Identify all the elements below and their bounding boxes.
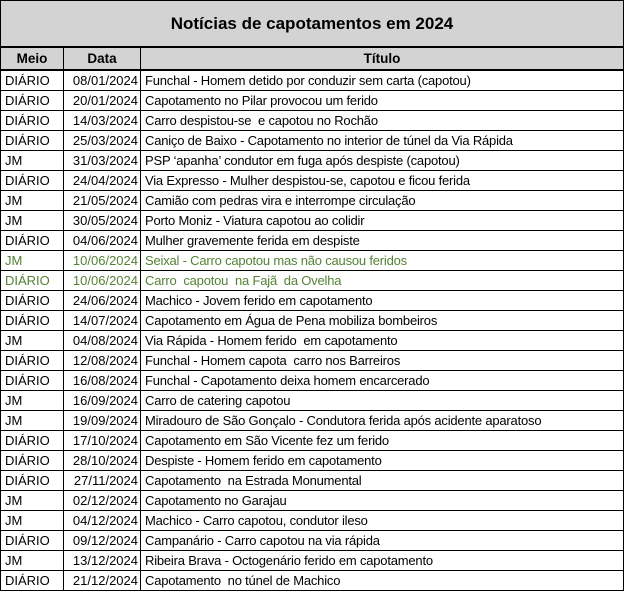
cell-titulo: Campanário - Carro capotou na via rápida [145,533,380,548]
table-row [1,491,623,511]
table-row [1,191,623,211]
table-row [1,331,623,351]
cell-meio: DIÁRIO [1,311,64,330]
cell-meio: JM [1,491,64,510]
table-row [1,251,623,271]
cell-titulo: PSP ‘apanha’ condutor em fuga após despiste (capotou) [145,153,460,168]
cell-meio: JM [1,411,64,430]
cell-data: 27/11/2024 [64,471,141,490]
cell-data: 21/05/2024 [64,191,141,210]
cell-data: 10/06/2024 [64,251,141,270]
cell-meio: JM [1,331,64,350]
table-row [1,551,623,571]
cell-data: 10/06/2024 [64,271,141,290]
cell-data: 14/07/2024 [64,311,141,330]
cell-data: 13/12/2024 [64,551,141,570]
table-row [1,351,623,371]
table-row [1,291,623,311]
cell-titulo: Mulher gravemente ferida em despiste [145,233,360,248]
cell-titulo: Capotamento em Água de Pena mobiliza bombeiros [145,313,438,328]
cell-meio: JM [1,251,64,270]
cell-meio: DIÁRIO [1,431,64,450]
cell-data: 02/12/2024 [64,491,141,510]
cell-data: 28/10/2024 [64,451,141,470]
cell-data: 12/08/2024 [64,351,141,370]
cell-data: 16/09/2024 [64,391,141,410]
table-row [1,151,623,171]
table-row [1,471,623,491]
cell-titulo: Carro capotou na Fajã da Ovelha [145,273,342,288]
cell-data: 21/12/2024 [64,571,141,590]
cell-titulo: Via Rápida - Homem ferido em capotamento [145,333,398,348]
table-row [1,131,623,151]
cell-titulo: Capotamento no túnel de Machico [145,573,341,588]
cell-meio: DIÁRIO [1,371,64,390]
cell-meio: DIÁRIO [1,171,64,190]
cell-data: 20/01/2024 [64,91,141,110]
table-header [1,48,623,71]
cell-meio: DIÁRIO [1,271,64,290]
cell-data: 30/05/2024 [64,211,141,230]
table-row [1,531,623,551]
cell-titulo: Capotamento em São Vicente fez um ferido [145,433,389,448]
cell-data: 31/03/2024 [64,151,141,170]
cell-data: 09/12/2024 [64,531,141,550]
cell-data: 04/12/2024 [64,511,141,530]
cell-data: 04/06/2024 [64,231,141,250]
cell-titulo: Seixal - Carro capotou mas não causou feridos [145,253,407,268]
cell-meio: JM [1,551,64,570]
cell-titulo: Ribeira Brava - Octogenário ferido em capotamento [145,553,433,568]
table-row [1,391,623,411]
cell-titulo: Miradouro de São Gonçalo - Condutora ferida após acidente aparatoso [145,413,542,428]
table-row [1,511,623,531]
cell-data: 24/04/2024 [64,171,141,190]
column-header-data: Data [64,48,141,69]
cell-meio: DIÁRIO [1,71,64,90]
cell-data: 24/06/2024 [64,291,141,310]
cell-titulo: Camião com pedras vira e interrompe circulação [145,193,416,208]
cell-meio: JM [1,191,64,210]
cell-titulo: Porto Moniz - Viatura capotou ao colidir [145,213,365,228]
cell-titulo: Capotamento no Garajau [145,493,287,508]
cell-titulo: Capotamento na Estrada Monumental [145,473,362,488]
table-row [1,311,623,331]
table-title: Notícias de capotamentos em 2024 [1,1,623,48]
cell-data: 04/08/2024 [64,331,141,350]
table-row [1,371,623,391]
table-row [1,111,623,131]
table-row [1,271,623,291]
table-row [1,411,623,431]
cell-data: 25/03/2024 [64,131,141,150]
cell-data: 14/03/2024 [64,111,141,130]
cell-meio: DIÁRIO [1,471,64,490]
cell-titulo: Funchal - Homem detido por conduzir sem carta (capotou) [145,73,471,88]
cell-titulo: Via Expresso - Mulher despistou-se, capotou e ficou ferida [145,173,470,188]
cell-meio: JM [1,391,64,410]
cell-meio: DIÁRIO [1,91,64,110]
cell-meio: DIÁRIO [1,111,64,130]
cell-titulo: Despiste - Homem ferido em capotamento [145,453,382,468]
cell-meio: DIÁRIO [1,451,64,470]
table-row [1,451,623,471]
cell-titulo: Funchal - Homem capota carro nos Barreiros [145,353,401,368]
table-row [1,231,623,251]
cell-titulo: Machico - Carro capotou, condutor ileso [145,513,368,528]
cell-data: 16/08/2024 [64,371,141,390]
cell-meio: DIÁRIO [1,231,64,250]
cell-data: 17/10/2024 [64,431,141,450]
table-row [1,431,623,451]
cell-data: 08/01/2024 [64,71,141,90]
cell-titulo: Funchal - Capotamento deixa homem encarcerado [145,373,430,388]
cell-meio: DIÁRIO [1,531,64,550]
cell-titulo: Capotamento no Pilar provocou um ferido [145,93,378,108]
cell-titulo: Caniço de Baixo - Capotamento no interior de túnel da Via Rápida [145,133,513,148]
cell-data: 19/09/2024 [64,411,141,430]
cell-meio: JM [1,511,64,530]
table-row [1,571,623,590]
cell-meio: JM [1,211,64,230]
table-row [1,171,623,191]
cell-meio: DIÁRIO [1,571,64,590]
cell-titulo: Carro despistou-se e capotou no Rochão [145,113,378,128]
cell-meio: DIÁRIO [1,351,64,370]
table-body [1,71,623,590]
column-header-titulo: Título [363,51,401,66]
column-header-meio: Meio [1,48,64,69]
table-row [1,91,623,111]
table-row [1,211,623,231]
cell-titulo: Carro de catering capotou [145,393,291,408]
cell-titulo: Machico - Jovem ferido em capotamento [145,293,373,308]
table-row [1,71,623,91]
cell-meio: DIÁRIO [1,131,64,150]
cell-meio: DIÁRIO [1,291,64,310]
cell-meio: JM [1,151,64,170]
